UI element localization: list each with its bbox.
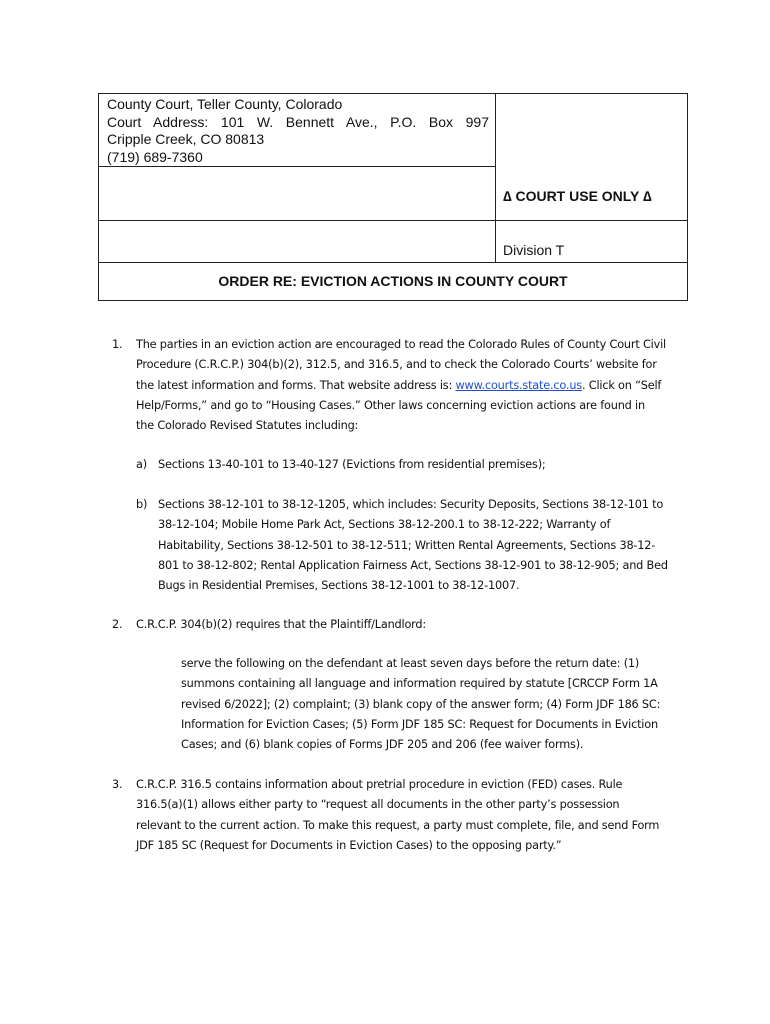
text-line: 801 to 38-12-802; Rental Application Fairness Act, Sections 38-12-901 to 38-12-905; and Bed xyxy=(158,558,668,572)
text-line: 316.5(a)(1) allows either party to “request all documents in the other party’s possession xyxy=(136,798,620,812)
text-line: summons containing all language and information required by statute [CRCCP Form 1A xyxy=(181,677,658,691)
paragraph-number: 1. xyxy=(112,338,123,351)
sub-item-letter: b) xyxy=(136,498,148,511)
caption-table xyxy=(98,93,688,301)
text-line: Information for Eviction Cases; (5) Form JDF 185 SC: Request for Documents in Eviction xyxy=(181,717,658,731)
sub-item-a xyxy=(158,455,682,475)
text-fragment: . Click on “Self xyxy=(581,378,662,392)
text-line: Sections 13-40-101 to 13-40-127 (Evictions from residential premises); xyxy=(158,458,546,471)
court-use-only-label: ∆ COURT USE ONLY ∆ xyxy=(503,188,652,204)
paragraph-number: 3. xyxy=(112,778,123,791)
text-line: C.R.C.P. 304(b)(2) requires that the Plaintiff/Landlord: xyxy=(136,618,426,631)
text-line: Habitability, Sections 38-12-501 to 38-12-511; Written Rental Agreements, Sections 38-12- xyxy=(158,538,656,552)
courts-website-link[interactable]: www.courts.state.co.us xyxy=(455,378,582,392)
court-city: Cripple Creek, CO 80813 xyxy=(107,131,265,147)
court-address-block xyxy=(99,94,496,167)
text-line: JDF 185 SC (Request for Documents in Eviction Cases) to the opposing party.” xyxy=(136,838,562,852)
court-use-cell xyxy=(495,94,688,221)
text-line: serve the following on the defendant at least seven days before the return date: (1) xyxy=(181,657,640,670)
text-line xyxy=(136,376,681,396)
sub-item-b xyxy=(158,495,682,596)
division-cell xyxy=(495,220,688,263)
paragraph-2 xyxy=(136,615,681,635)
paragraph-number: 2. xyxy=(112,618,123,631)
court-phone: (719) 689-7360 xyxy=(107,148,203,165)
caption-blank-cell xyxy=(99,166,496,221)
text-line: relevant to the current action. To make this request, a party must complete, file, and send Form xyxy=(136,818,660,832)
division-label: Division T xyxy=(503,242,565,258)
text-line: Help/Forms,” and go to “Housing Cases.” Other laws concerning eviction actions are found in xyxy=(136,398,645,412)
text-line: revised 6/2022]; (2) complaint; (3) blank copy of the answer form; (4) Form JDF 186 SC: xyxy=(181,697,661,711)
order-title: ORDER RE: EVICTION ACTIONS IN COUNTY COURT xyxy=(218,273,568,289)
paragraph-3 xyxy=(136,775,681,856)
text-line: Sections 38-12-101 to 38-12-1205, which includes: Security Deposits, Sections 38-12-101 to xyxy=(158,498,664,511)
text-line: C.R.C.P. 316.5 contains information about pretrial procedure in eviction (FED) cases. Rule xyxy=(136,778,623,791)
court-name: County Court, Teller County, Colorado xyxy=(107,96,343,112)
text-line: Cases; and (6) blank copies of Forms JDF 205 and 206 (fee waiver forms). xyxy=(181,738,584,752)
sub-item-letter: a) xyxy=(136,458,147,471)
paragraph-2-indented xyxy=(181,654,674,755)
text-line: The parties in an eviction action are encouraged to read the Colorado Rules of County Court Civil xyxy=(136,338,666,351)
text-line: Bugs in Residential Premises, Sections 38-12-1001 to 38-12-1007. xyxy=(158,579,520,593)
text-line: Procedure (C.R.C.P.) 304(b)(2), 312.5, and 316.5, and to check the Colorado Courts’ website for xyxy=(136,358,657,372)
text-line: the Colorado Revised Statutes including: xyxy=(136,419,359,433)
court-address: Court Address: 101 W. Bennett Ave., P.O. Box 997 xyxy=(107,113,489,130)
text-fragment: the latest information and forms. That website address is: xyxy=(136,378,456,392)
text-line: 38-12-104; Mobile Home Park Act, Sections 38-12-200.1 to 38-12-222; Warranty of xyxy=(158,518,611,532)
paragraph-1 xyxy=(136,335,681,436)
case-party-cell xyxy=(99,220,496,263)
